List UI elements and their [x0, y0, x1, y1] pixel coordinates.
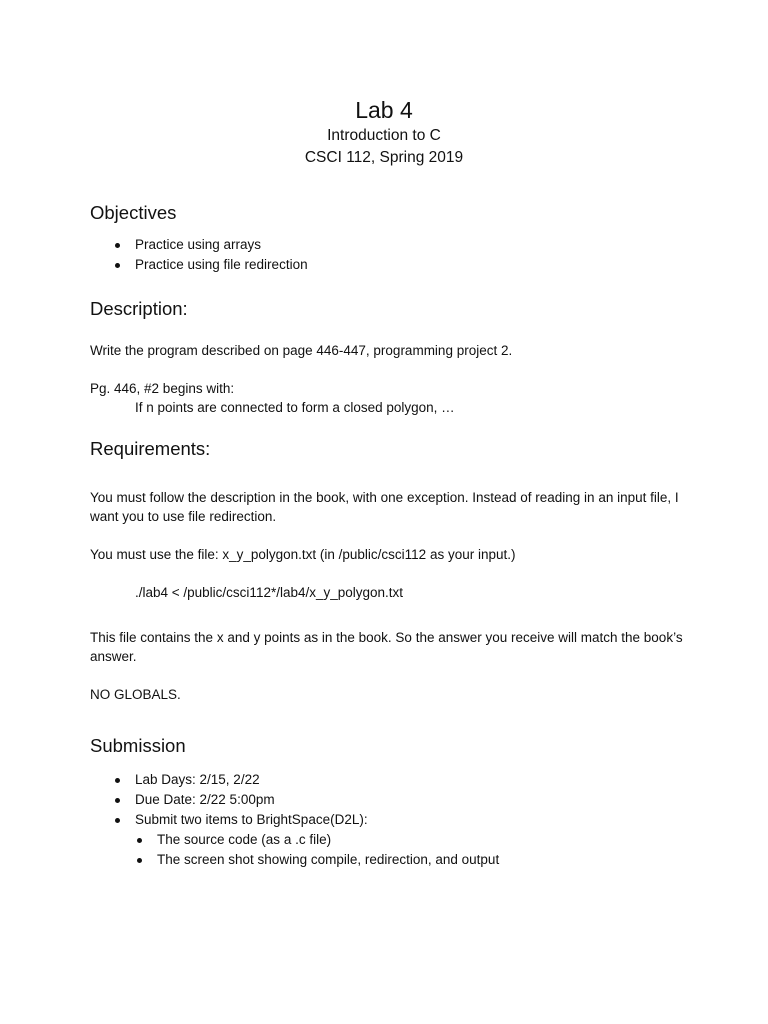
- objectives-list: [90, 235, 690, 275]
- no-globals-note: NO GLOBALS.: [90, 687, 181, 702]
- document-title: Lab 4: [355, 97, 413, 123]
- submission-subitem: The screen shot showing compile, redirection, and output: [90, 850, 690, 870]
- submission-section: [90, 734, 690, 870]
- course-name: CSCI 112, Spring 2019: [304, 149, 464, 166]
- document-header: [0, 95, 768, 169]
- submission-item: Due Date: 2/22 5:00pm: [90, 790, 690, 810]
- description-section: [90, 297, 690, 417]
- document-subtitle: Introduction to C: [327, 127, 441, 144]
- submission-heading: Submission: [90, 735, 186, 756]
- requirements-note: This file contains the x and y points as in the book. So the answer you receive will match the book’s answer.: [90, 630, 683, 664]
- requirements-heading: Requirements:: [90, 438, 211, 459]
- objectives-heading: Objectives: [90, 202, 177, 223]
- description-reference: Pg. 446, #2 begins with:: [90, 381, 235, 396]
- objective-item: Practice using arrays: [90, 235, 690, 255]
- submission-item: Submit two items to BrightSpace(D2L):: [90, 810, 690, 830]
- requirements-paragraph: You must follow the description in the book, with one exception. Instead of reading in an input file, I want you to use file redirection.: [90, 490, 679, 524]
- description-heading: Description:: [90, 298, 188, 319]
- requirements-section: [90, 437, 690, 704]
- description-paragraph: Write the program described on page 446-447, programming project 2.: [90, 343, 513, 358]
- description-quote: If n points are connected to form a closed polygon, …: [135, 400, 455, 415]
- redirection-command: ./lab4 < /public/csci112*/lab4/x_y_polygon.txt: [135, 585, 404, 600]
- objective-item: Practice using file redirection: [90, 255, 690, 275]
- objectives-section: [90, 201, 690, 275]
- submission-list: [90, 770, 690, 870]
- submission-item: Lab Days: 2/15, 2/22: [90, 770, 690, 790]
- requirements-file-paragraph: You must use the file: x_y_polygon.txt (in /public/csci112 as your input.): [90, 547, 516, 562]
- submission-subitem: The source code (as a .c file): [90, 830, 690, 850]
